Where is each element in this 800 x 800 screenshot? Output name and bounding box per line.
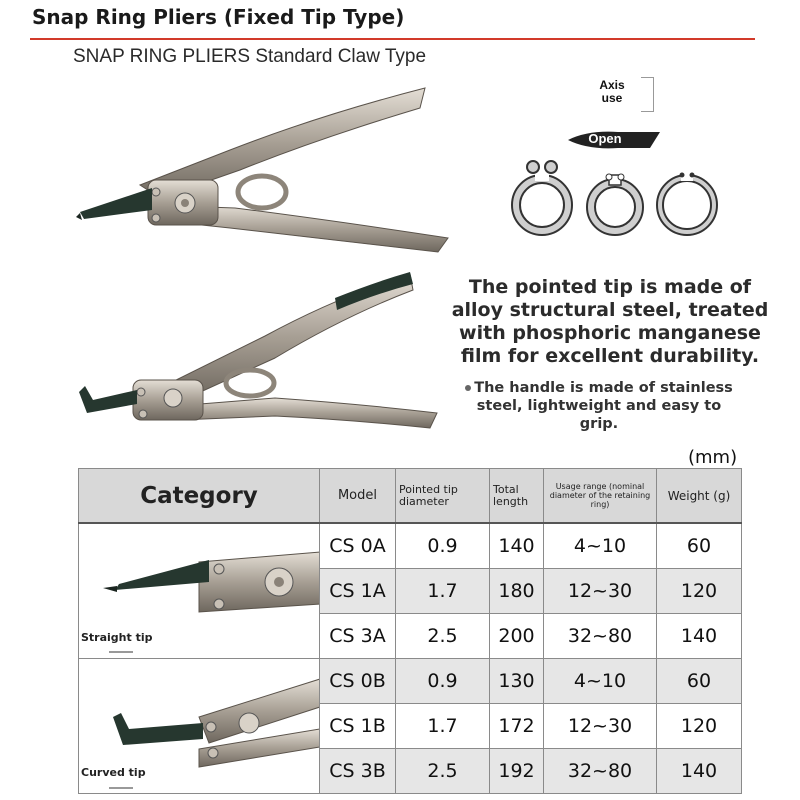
curved-tip-pliers-image	[75, 268, 445, 438]
straight-tip-pliers-image	[70, 80, 460, 255]
cell-range: 4~10	[544, 659, 657, 704]
cell-model: CS 1A	[320, 569, 396, 614]
cell-range: 4~10	[544, 523, 657, 569]
curved-tip-underline	[109, 787, 133, 789]
curved-tip-label: Curved tip	[81, 766, 146, 779]
axis-bracket-icon	[641, 77, 654, 112]
cell-length: 140	[490, 523, 544, 569]
snap-ring-diagrams	[505, 155, 725, 245]
table-header-row	[79, 469, 742, 524]
cell-weight: 140	[657, 614, 742, 659]
cell-range: 32~80	[544, 614, 657, 659]
spec-table	[78, 468, 742, 794]
header-model: Model	[320, 469, 396, 524]
cell-tip: 2.5	[396, 749, 490, 794]
cell-range: 32~80	[544, 749, 657, 794]
unit-label: (mm)	[688, 447, 738, 468]
e-ring-icon	[657, 172, 717, 235]
handle-description	[460, 379, 738, 433]
category-curved-tip	[79, 659, 320, 794]
cell-weight: 60	[657, 523, 742, 569]
cell-length: 172	[490, 704, 544, 749]
cell-tip: 0.9	[396, 659, 490, 704]
curved-tip-closeup-image	[99, 667, 320, 777]
header-category: Category	[79, 469, 320, 524]
category-straight-tip	[79, 523, 320, 659]
open-label: Open	[588, 131, 622, 146]
cell-length: 192	[490, 749, 544, 794]
title-divider	[30, 38, 755, 40]
page-title: Snap Ring Pliers (Fixed Tip Type)	[32, 5, 405, 29]
header-weight: Weight (g)	[657, 469, 742, 524]
internal-ring-icon	[587, 174, 643, 235]
cell-model: CS 3B	[320, 749, 396, 794]
axis-use-label: Axis use	[599, 78, 625, 105]
header-tip-diameter: Pointed tip diameter	[396, 469, 490, 524]
cell-tip: 2.5	[396, 614, 490, 659]
cell-model: CS 0B	[320, 659, 396, 704]
straight-tip-closeup-image	[99, 534, 320, 644]
straight-tip-underline	[109, 651, 133, 653]
cell-model: CS 0A	[320, 523, 396, 569]
cell-tip: 0.9	[396, 523, 490, 569]
table-row	[79, 659, 742, 704]
handle-description-text: The handle is made of stainless steel, lightweight and easy to grip.	[474, 380, 733, 432]
header-total-length: Total length	[490, 469, 544, 524]
cell-tip: 1.7	[396, 704, 490, 749]
cell-weight: 140	[657, 749, 742, 794]
cell-model: CS 1B	[320, 704, 396, 749]
bullet-icon	[465, 385, 471, 391]
page-subtitle: SNAP RING PLIERS Standard Claw Type	[73, 46, 427, 67]
cell-length: 130	[490, 659, 544, 704]
straight-tip-label: Straight tip	[81, 631, 153, 644]
cell-weight: 60	[657, 659, 742, 704]
cell-model: CS 3A	[320, 614, 396, 659]
cell-weight: 120	[657, 704, 742, 749]
external-ring-icon	[512, 161, 572, 235]
cell-tip: 1.7	[396, 569, 490, 614]
table-row	[79, 523, 742, 569]
cell-weight: 120	[657, 569, 742, 614]
cell-range: 12~30	[544, 704, 657, 749]
cell-length: 180	[490, 569, 544, 614]
cell-length: 200	[490, 614, 544, 659]
header-usage-range: Usage range (nominal diameter of the retaining ring)	[544, 469, 657, 524]
tip-description: The pointed tip is made of alloy structural steel, treated with phosphoric manganese film for excellent durability.	[451, 276, 769, 367]
cell-range: 12~30	[544, 569, 657, 614]
